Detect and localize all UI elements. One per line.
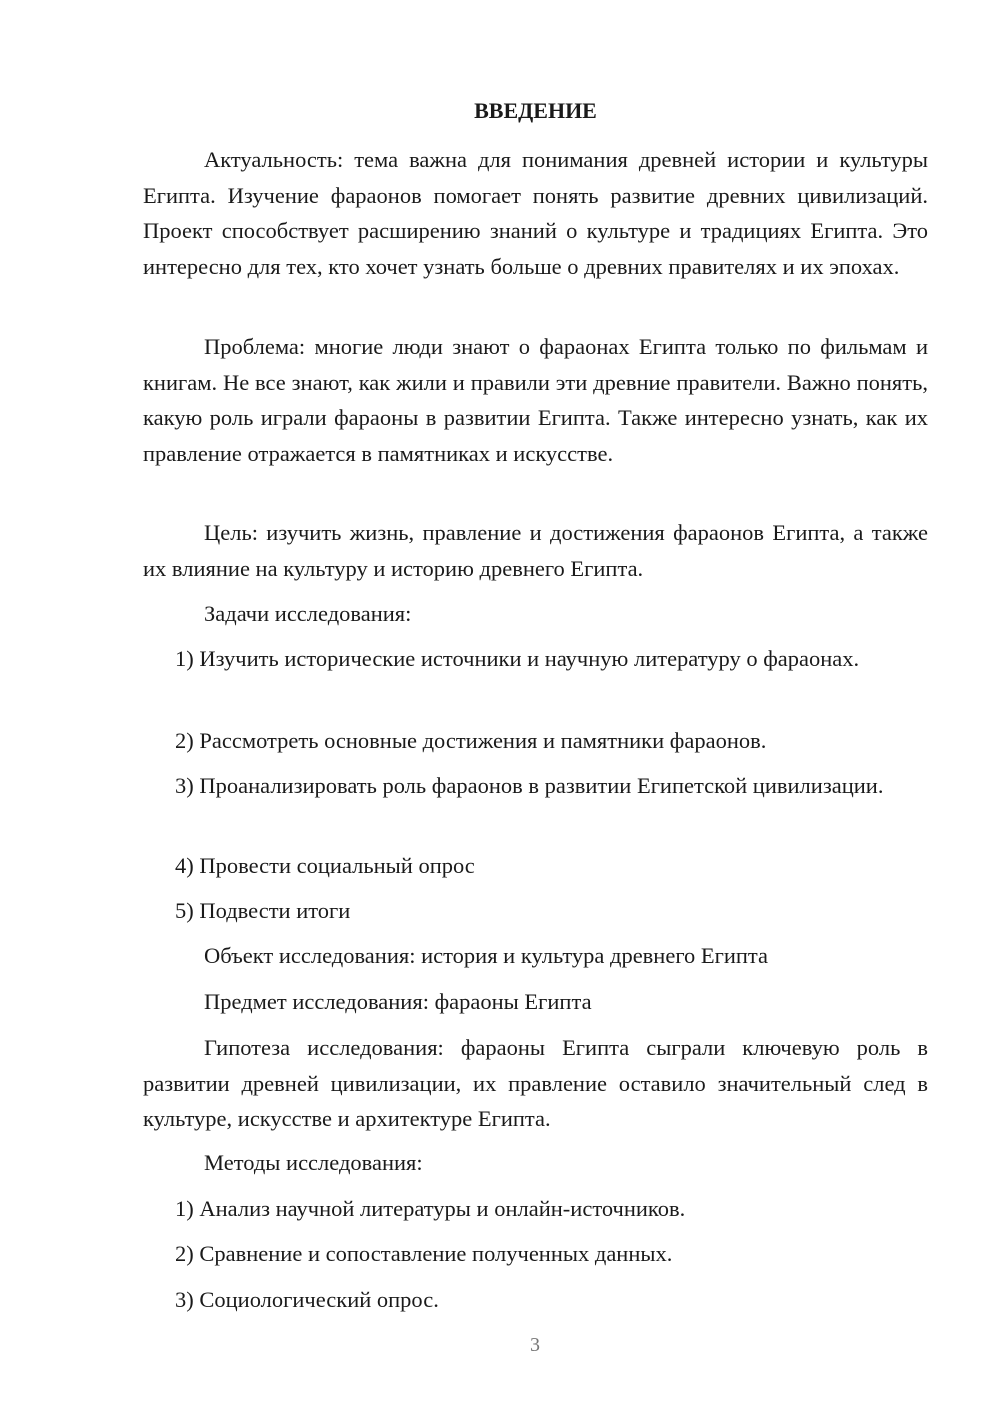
problem-paragraph: Проблема: многие люди знают о фараонах Египта только по фильмам и книгам. Не все знают, как жили и правили эти древние правители. Важно понять, какую роль играли фараоны в развитии Египта. Также интересно узнать, как их правление отражается в памятниках и искусстве. [143,334,928,466]
task-item-4-block [143,848,928,884]
task-item-1-block [143,641,928,677]
section-title: ВВЕДЕНИЕ [474,98,597,123]
subject-paragraph: Предмет исследования: фараоны Египта [204,989,592,1014]
object-paragraph: Объект исследования: история и культура древнего Египта [204,943,769,968]
task-item-3: 3) Проанализировать роль фараонов в развитии Египетской цивилизации. [175,773,884,798]
method-item-2: 2) Сравнение и сопоставление полученных данных. [175,1241,673,1266]
method-item-3: 3) Социологический опрос. [175,1287,439,1312]
task-item-3-block [143,768,928,804]
tasks-heading: Задачи исследования: [204,601,412,626]
subject-paragraph-block [143,984,928,1020]
hypothesis-paragraph-block [143,1030,928,1137]
goal-paragraph-block [143,515,928,586]
tasks-heading-block [143,596,928,632]
problem-paragraph-block [143,329,928,471]
hypothesis-paragraph: Гипотеза исследования: фараоны Египта сыграли ключевую роль в развитии древней цивилизации, их правление оставило значительный след в культуре, искусстве и архитектуре Египта. [143,1035,928,1131]
methods-heading-block [143,1145,928,1181]
task-item-2: 2) Рассмотреть основные достижения и памятники фараонов. [175,728,767,753]
method-item-3-block [143,1282,928,1318]
method-item-2-block [143,1236,928,1272]
goal-paragraph: Цель: изучить жизнь, правление и достижения фараонов Египта, а также их влияние на культуру и историю древнего Египта. [143,520,928,581]
relevance-paragraph-block [143,142,928,284]
method-item-1-block [143,1191,928,1227]
task-item-2-block [143,723,928,759]
method-item-1: 1) Анализ научной литературы и онлайн-источников. [175,1196,686,1221]
methods-heading: Методы исследования: [204,1150,423,1175]
task-item-5-block [143,893,928,929]
object-paragraph-block [143,938,928,974]
task-item-5: 5) Подвести итоги [175,898,351,923]
task-item-4: 4) Провести социальный опрос [175,853,475,878]
task-item-1: 1) Изучить исторические источники и научную литературу о фараонах. [175,646,860,671]
relevance-paragraph: Актуальность: тема важна для понимания древней истории и культуры Египта. Изучение фараонов помогает понять развитие древних цивилизаций. Проект способствует расширению знаний о культуре и традициях Египта. Это интересно для тех, кто хочет узнать больше о древних правителях и их эпохах. [143,147,928,279]
page-number: 3 [530,1334,540,1356]
